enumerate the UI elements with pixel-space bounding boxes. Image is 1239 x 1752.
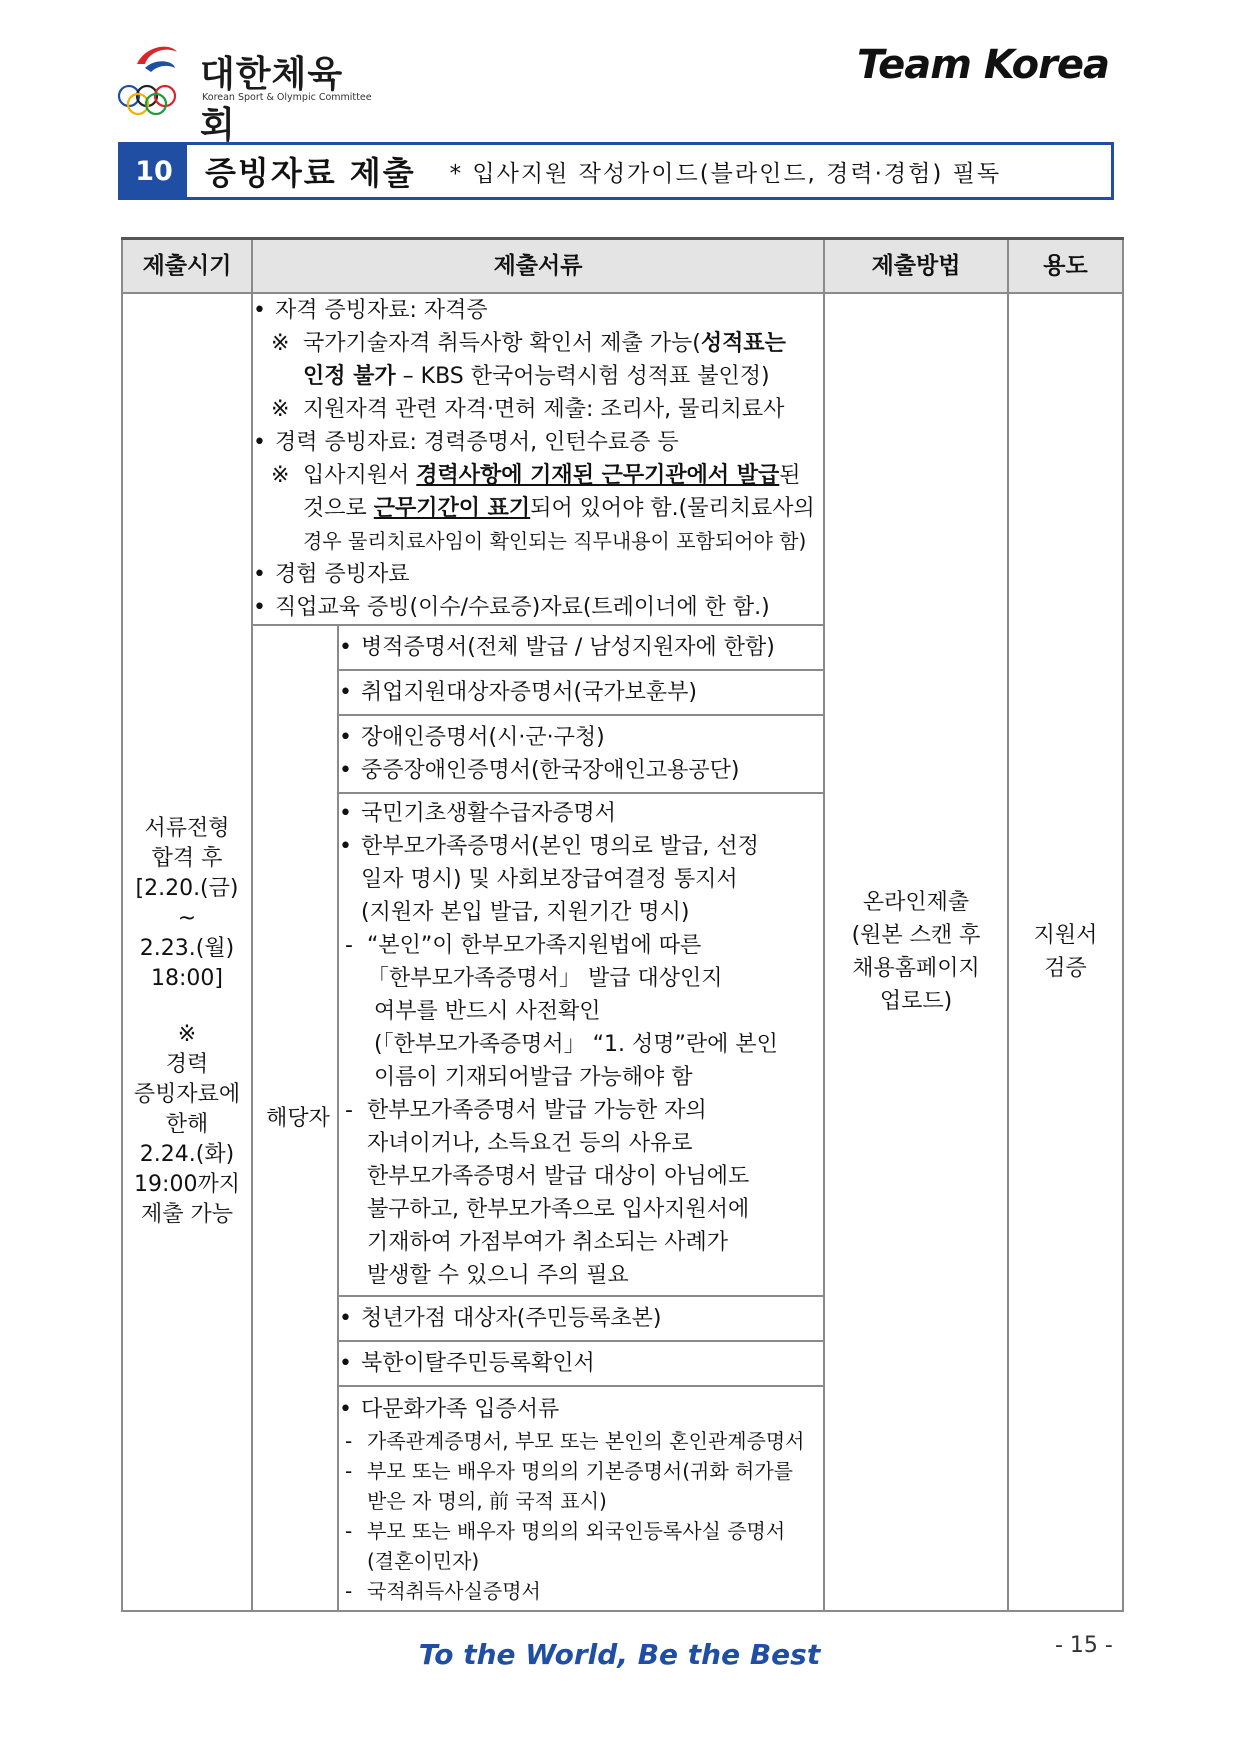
page-number: - 15 - bbox=[1055, 1633, 1113, 1658]
timing-line: 한해 bbox=[165, 1112, 209, 1137]
list-item: 북한이탈주민등록확인서 bbox=[361, 1351, 595, 1376]
list-item: 장애인증명서(시·군·구청) bbox=[361, 725, 605, 750]
timing-line: 서류전형 bbox=[144, 816, 230, 841]
timing-line: 증빙자료에 bbox=[133, 1082, 241, 1107]
special-doc-cell: • 다문화가족 입증서류 - 가족관계증명서, 부모 또는 본인의 혼인관계증명서 - 부모 또는 배우자 명의의 기본증명서(귀화 허가를 받은 자 명의, 前 국적 표시) - 부모 또는 배우자 명의의 외국인등록사실 증명서 (결혼이민자) - 국적취득사실증명서 bbox=[338, 1386, 824, 1611]
team-korea-logo: Team Korea bbox=[857, 42, 1109, 88]
header-method: 제출방법 bbox=[824, 239, 1008, 294]
special-doc-cell: • 북한이탈주민등록확인서 bbox=[338, 1341, 824, 1386]
special-doc-cell: • 취업지원대상자증명서(국가보훈부) bbox=[338, 670, 824, 715]
table-row bbox=[122, 293, 1123, 625]
header-documents: 제출서류 bbox=[252, 239, 824, 294]
list-item: 직업교육 증빙(이수/수료증)자료(트레이너에 한 함.) bbox=[275, 595, 770, 620]
table-header-row bbox=[122, 239, 1123, 294]
note-mark: ※ bbox=[177, 1022, 197, 1047]
list-item: 국민기초생활수급자증명서 bbox=[361, 801, 617, 826]
list-item: 취업지원대상자증명서(국가보훈부) bbox=[361, 680, 697, 705]
list-item: 경력 증빙자료: 경력증명서, 인턴수료증 등 bbox=[275, 430, 679, 455]
timing-line: 2.24.(화) bbox=[139, 1142, 235, 1167]
special-doc-cell: • 국민기초생활수급자증명서 • 한부모가족증명서(본인 명의로 발급, 선정 일자 명시) 및 사회보장급여결정 통지서 (지원자 본입 발급, 지원기간 명시) - “본인”이 한부모가족지원법에 따른 「한부모가족증명서」 발급 대상인지 여부를 반드시 사전확인 (「한부모가족증명서」 “1. 성명”란에 본인 이름이 기재되어발급 가능해야 함 - 한부모가족증명서 발급 가능한 자의 자녀이거나, 소득요건 등의 사유로 한부모가족증명서 발급 대상이 아님에도 불구하고, 한부모가족으로 입사지원서에 기재하여 가점부여가 취소되는 사례가 발생할 수 있으니 주의 필요 bbox=[338, 793, 824, 1296]
timing-line: 제출 가능 bbox=[140, 1202, 233, 1227]
timing-line: 19:00까지 bbox=[134, 1172, 240, 1197]
special-doc-cell: • 청년가점 대상자(주민등록초본) bbox=[338, 1296, 824, 1341]
list-item: 한부모가족증명서(본인 명의로 발급, 선정 일자 명시) 및 사회보장급여결정 통지서 (지원자 본입 발급, 지원기간 명시) bbox=[361, 834, 759, 925]
olympic-rings-icon bbox=[115, 38, 195, 116]
list-item: 한부모가족증명서 발급 가능한 자의 자녀이거나, 소득요건 등의 사유로 한부모가족증명서 발급 대상이 아님에도 불구하고, 한부모가족으로 입사지원서에 기재하여 가점부여가 취소되는 사례가 발생할 수 있으니 주의 필요 bbox=[367, 1098, 750, 1288]
method-line: 업로드) bbox=[879, 989, 953, 1014]
purpose-cell bbox=[1008, 293, 1123, 1611]
list-item: 병적증명서(전체 발급 / 남성지원자에 한함) bbox=[361, 635, 775, 660]
general-documents-cell: • 자격 증빙자료: 자격증 ※ 국가기술자격 취득사항 확인서 제출 가능(성적표는 인정 불가 – KBS 한국어능력시험 성적표 불인정) ※ 지원자격 관련 자격·면허 제출: 조리사, 물리치료사 • 경력 증빙자료: 경력증명서, 인턴수료증 등 ※ 입사지원서 경력사항에 기재된 근무기관에서 발급된 것으로 근무기간이 표기되어 있어야 함.(물리치료사의 경우 물리치료사임이 확인되는 직무내용이 포함되어야 함) • 경험 증빙자료 • 직업교육 증빙(이수/수료증)자료(트레이너에 한 함.) bbox=[252, 293, 824, 625]
list-item: 지원자격 관련 자격·면허 제출: 조리사, 물리치료사 bbox=[303, 397, 785, 422]
section-number: 10 bbox=[121, 145, 187, 197]
purpose-line: 검증 bbox=[1044, 956, 1087, 981]
list-item: 가족관계증명서, 부모 또는 본인의 혼인관계증명서 bbox=[367, 1429, 805, 1453]
list-item: 국가기술자격 취득사항 확인서 제출 가능(성적표는 인정 불가 – KBS 한국어능력시험 성적표 불인정) bbox=[303, 331, 786, 389]
timing-line: [2.20.(금) ~ bbox=[135, 876, 239, 931]
list-item: 청년가점 대상자(주민등록초본) bbox=[361, 1306, 662, 1331]
list-item: 부모 또는 배우자 명의의 외국인등록사실 증명서 (결혼이민자) bbox=[367, 1519, 786, 1573]
timing-line: 경력 bbox=[165, 1052, 209, 1077]
list-item: 입사지원서 경력사항에 기재된 근무기관에서 발급된 것으로 근무기간이 표기되어 있어야 함.(물리치료사의 경우 물리치료사임이 확인되는 직무내용이 포함되어야 함) bbox=[303, 463, 815, 553]
special-doc-cell: • 병적증명서(전체 발급 / 남성지원자에 한함) bbox=[338, 625, 824, 670]
org-name-en: Korean Sport & Olympic Committee bbox=[202, 92, 372, 103]
method-cell bbox=[824, 293, 1008, 1611]
timing-line: 18:00] bbox=[151, 966, 223, 991]
footer-slogan: To the World, Be the Best bbox=[418, 1638, 821, 1671]
timing-line: 2.23.(월) bbox=[139, 936, 235, 961]
list-item: “본인”이 한부모가족지원법에 따른 「한부모가족증명서」 발급 대상인지 여부를 반드시 사전확인 (「한부모가족증명서」 “1. 성명”란에 본인 이름이 기재되어발급 가능해야 함 bbox=[367, 933, 778, 1090]
special-doc-cell: • 장애인증명서(시·군·구청) • 중증장애인증명서(한국장애인고용공단) bbox=[338, 715, 824, 793]
section-note: * 입사지원 작성가이드(블라인드, 경력·경험) 필독 bbox=[449, 160, 1002, 187]
list-item: 부모 또는 배우자 명의의 기본증명서(귀화 허가를 받은 자 명의, 前 국적 표시) bbox=[367, 1459, 793, 1513]
list-item: 자격 증빙자료: 자격증 bbox=[275, 298, 488, 323]
section-heading: 증빙자료 제출 bbox=[205, 154, 416, 192]
timing-cell bbox=[122, 293, 252, 1611]
list-item: 국적취득사실증명서 bbox=[367, 1579, 541, 1603]
method-line: 온라인제출 bbox=[862, 890, 970, 915]
purpose-line: 지원서 bbox=[1033, 923, 1098, 948]
applicable-cell: 해당자 bbox=[252, 625, 338, 1611]
header-timing: 제출시기 bbox=[122, 239, 252, 294]
list-item: 중증장애인증명서(한국장애인고용공단) bbox=[361, 758, 740, 783]
section-title-box bbox=[118, 142, 1114, 200]
method-line: 채용홈페이지 bbox=[852, 956, 980, 981]
header-purpose: 용도 bbox=[1008, 239, 1123, 294]
list-item: 다문화가족 입증서류 bbox=[361, 1397, 560, 1422]
org-name: 대한체육회 bbox=[200, 54, 344, 146]
list-item: 경험 증빙자료 bbox=[275, 562, 410, 587]
kosoc-logo bbox=[115, 38, 375, 146]
method-line: (원본 스캔 후 bbox=[851, 923, 981, 948]
timing-line: 합격 후 bbox=[151, 846, 223, 871]
documents-table bbox=[121, 237, 1124, 1612]
